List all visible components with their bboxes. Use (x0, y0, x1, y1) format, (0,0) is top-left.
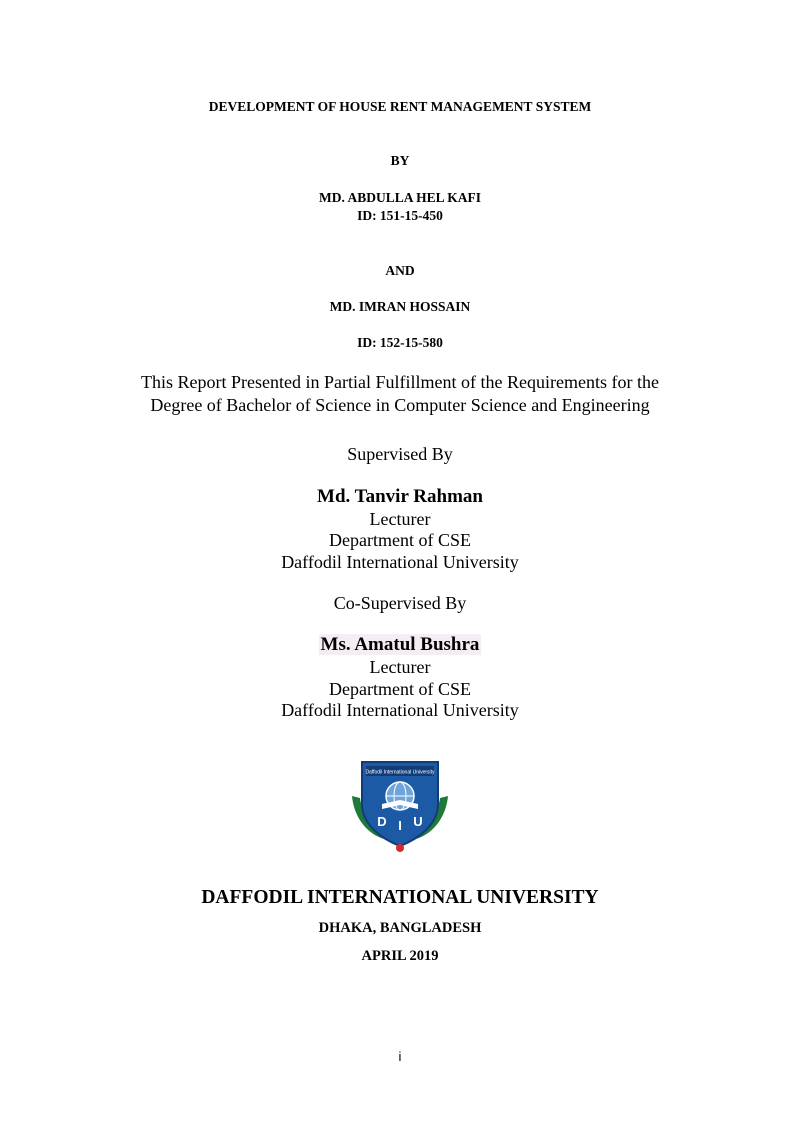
purpose-line-2: Degree of Bachelor of Science in Computer Science and Engineering (150, 395, 650, 415)
co-supervised-by-label: Co-Supervised By (333, 593, 467, 613)
supervisor-name: Md. Tanvir Rahman (317, 486, 483, 507)
supervisor-title: Lecturer (369, 509, 431, 529)
and-label: AND (385, 263, 415, 278)
co-supervisor-title: Lecturer (369, 657, 431, 677)
page-number: i (398, 1049, 402, 1064)
co-supervisor-department: Department of CSE (329, 679, 471, 699)
author2-name: MD. IMRAN HOSSAIN (329, 299, 471, 314)
diu-crest-icon (348, 756, 452, 856)
institution-name: DAFFODIL INTERNATIONAL UNIVERSITY (201, 887, 599, 908)
supervisor-university: Daffodil International University (281, 552, 519, 572)
logo-letter-u: U (413, 814, 423, 829)
submission-date: APRIL 2019 (361, 948, 439, 964)
red-dot-icon (396, 844, 404, 852)
co-supervisor-name: Ms. Amatul Bushra (320, 634, 480, 655)
co-supervisor-university: Daffodil International University (281, 700, 519, 720)
location: DHAKA, BANGLADESH (318, 920, 482, 936)
by-label: BY (390, 153, 410, 168)
report-title: DEVELOPMENT OF HOUSE RENT MANAGEMENT SYSTEM (208, 99, 592, 114)
logo-letter-i: I (398, 818, 402, 833)
supervisor-department: Department of CSE (329, 530, 471, 550)
supervised-by-label: Supervised By (347, 444, 453, 464)
ring-text: Daffodil International University (365, 769, 435, 776)
logo-letter-d: D (377, 814, 387, 829)
author2-id: ID: 152-15-580 (357, 335, 443, 350)
co-supervisor-name-row (0, 634, 800, 656)
author1-id: ID: 151-15-450 (357, 208, 443, 223)
purpose-line-1: This Report Presented in Partial Fulfillment of the Requirements for the (141, 372, 659, 392)
author1-name: MD. ABDULLA HEL KAFI (318, 190, 482, 205)
